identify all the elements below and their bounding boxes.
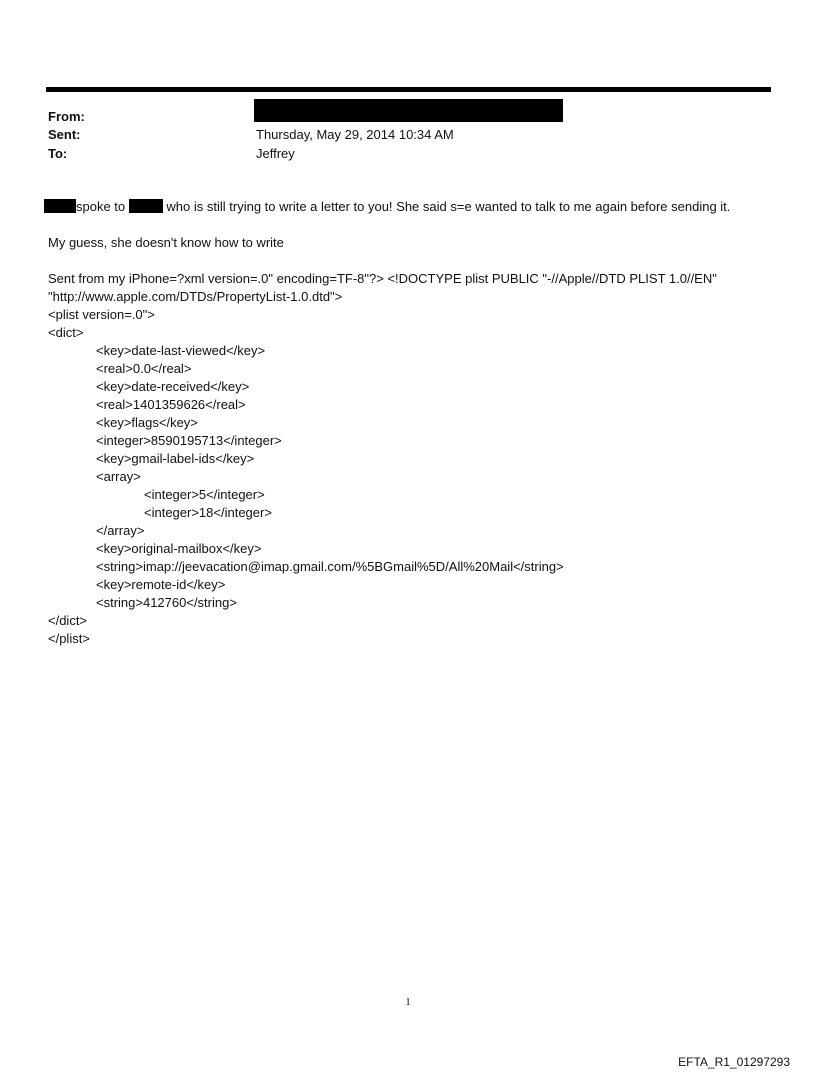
header-rule (46, 87, 771, 92)
plist-line: <key>flags</key> (96, 415, 198, 430)
page-number: 1 (405, 996, 411, 1008)
plist-line: <integer>18</integer> (144, 505, 272, 520)
sent-value: Thursday, May 29, 2014 10:34 AM (256, 127, 454, 142)
plist-line: <key>remote-id</key> (96, 577, 226, 592)
plist-line: </dict> (48, 613, 88, 628)
plist-line: <string>412760</string> (96, 595, 237, 610)
plist-line: Sent from my iPhone=?xml version=.0" encoding=TF-8"?> <!DOCTYPE plist PUBLIC "-//Apple//DTD PLIST 1.0//EN" (48, 271, 717, 286)
redaction-block (129, 199, 163, 213)
plist-line: </plist> (48, 631, 90, 646)
plist-line: <dict> (48, 325, 84, 340)
para1-text-b: who is still trying to write a letter to you! She said s=e wanted to talk to me again before sending it. (166, 199, 731, 214)
plist-line: <key>date-last-viewed</key> (96, 343, 266, 358)
plist-line: <real>1401359626</real> (96, 397, 246, 412)
plist-line: <array> (96, 469, 141, 484)
plist-line: <integer>5</integer> (144, 487, 265, 502)
plist-line: "http://www.apple.com/DTDs/PropertyList-1.0.dtd"> (48, 289, 343, 304)
document-id: EFTA_R1_01297293 (678, 1055, 790, 1069)
to-value: Jeffrey (256, 146, 295, 161)
redaction-block (44, 199, 76, 213)
sent-label: Sent: (48, 127, 81, 142)
from-label: From: (48, 109, 85, 124)
body-paragraph-1 (44, 198, 730, 216)
body-paragraph-2: My guess, she doesn't know how to write (48, 235, 284, 250)
to-label: To: (48, 146, 68, 161)
plist-line: <key>original-mailbox</key> (96, 541, 262, 556)
plist-line: <key>date-received</key> (96, 379, 250, 394)
plist-line: <key>gmail-label-ids</key> (96, 451, 255, 466)
from-redaction (254, 99, 563, 122)
plist-line: <string>imap://jeevacation@imap.gmail.com/%5BGmail%5D/All%20Mail</string> (96, 559, 564, 574)
plist-line: </array> (96, 523, 145, 538)
para1-text-a: spoke to (76, 199, 126, 214)
plist-line: <plist version=.0"> (48, 307, 155, 322)
plist-line: <integer>8590195713</integer> (96, 433, 282, 448)
plist-line: <real>0.0</real> (96, 361, 192, 376)
